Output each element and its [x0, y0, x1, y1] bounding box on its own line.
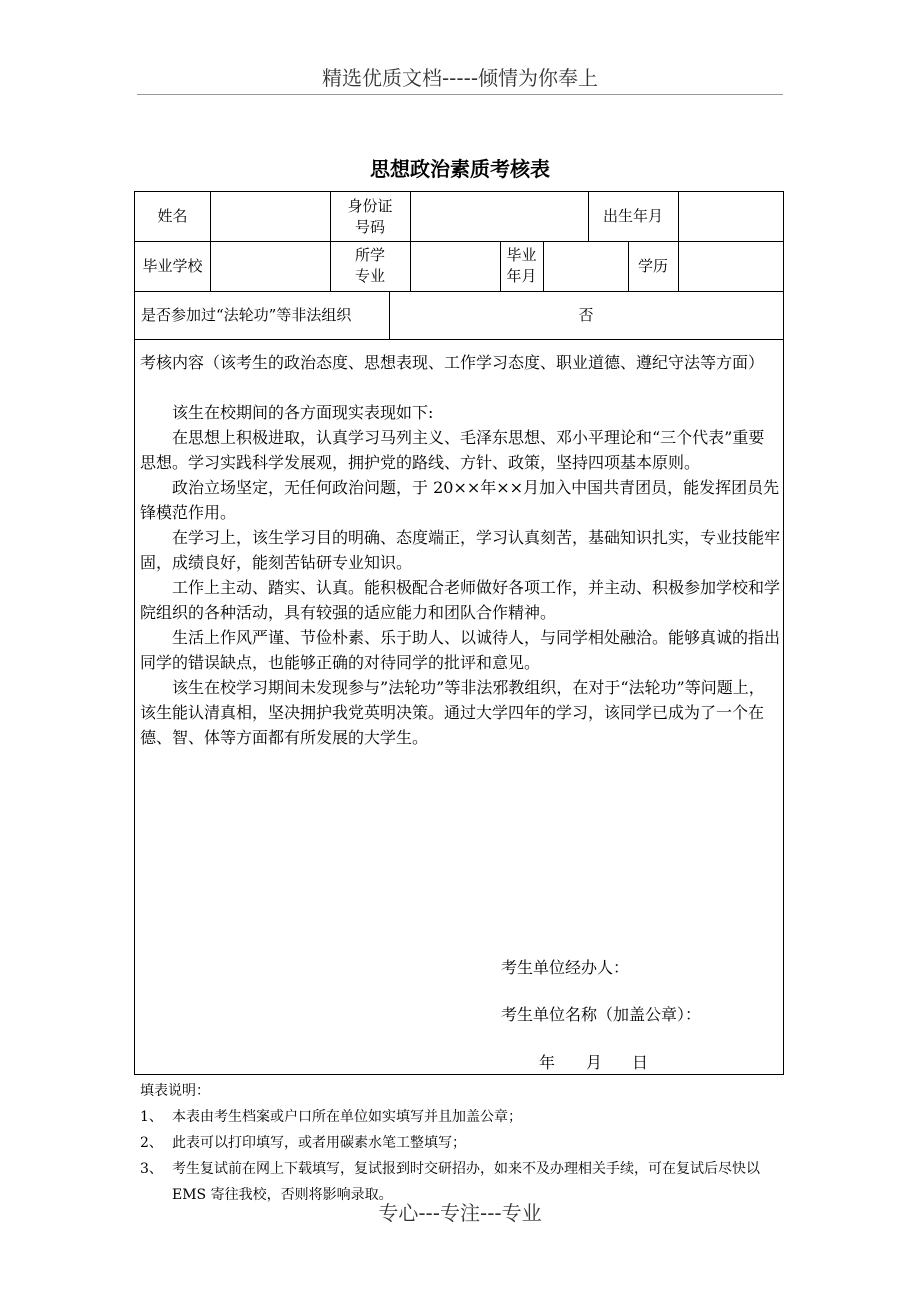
handler-signature-label: 考生单位经办人： — [501, 958, 630, 977]
birth-date-field[interactable] — [678, 192, 783, 241]
row-divider — [135, 339, 783, 340]
content-paragraph: 生活上作风严谨、节俭朴素、乐于助人、以诚待人，与同学相处融洽。能够真诚的指出同学的错误缺点，也能够正确的对待同学的批评和意见。 — [140, 628, 781, 672]
instructions-heading: 填表说明： — [140, 1083, 210, 1099]
header-rule — [137, 94, 783, 95]
unit-seal-label: 考生单位名称（加盖公章）： — [501, 1005, 702, 1024]
content-lead: 该生在校期间的各方面现实表现如下: — [172, 403, 434, 422]
sign-year: 年 — [539, 1053, 556, 1072]
content-paragraph: 该生在校学习期间未发现参与”法轮功”等非法邪教组织，在对于“法轮功”等问题上，该生能认清真相，坚决拥护我党英明决策。通过大学四年的学习，该同学已成为了一个在德、智、体等方面都有所发展的大学生。 — [140, 678, 765, 747]
instruction-text: 此表可以打印填写，或者用碳素水笔工整填写； — [172, 1135, 466, 1151]
illegal-org-answer[interactable]: 否 — [578, 305, 594, 324]
id-number-label-line2: 号码 — [354, 217, 385, 236]
id-number-label-line1: 身份证 — [347, 196, 393, 215]
instruction-number: 3、 — [140, 1161, 163, 1177]
content-paragraph: 在学习上，该生学习目的明确、态度端正，学习认真刻苦，基础知识扎实，专业技能牢固，成绩良好，能刻苦钻研专业知识。 — [140, 528, 781, 572]
major-label-line1: 所学 — [354, 246, 385, 264]
major-field[interactable] — [410, 241, 500, 291]
major-label-line2: 专业 — [354, 267, 385, 285]
instruction-item — [140, 1130, 790, 1156]
graduation-date-label-line1: 毕业 — [506, 246, 537, 264]
graduation-date-label — [500, 241, 543, 291]
graduation-date-label-line2: 年月 — [506, 267, 537, 285]
page-header: 精选优质文档-----倾情为你奉上 — [321, 66, 599, 90]
assessment-content — [140, 350, 780, 750]
major-label — [330, 241, 410, 291]
school-label: 毕业学校 — [142, 256, 203, 275]
illegal-org-question: 是否参加过“法轮功”等非法组织 — [141, 305, 352, 324]
instruction-number: 1、 — [140, 1109, 163, 1125]
filling-instructions — [140, 1078, 790, 1208]
instruction-item — [140, 1104, 790, 1130]
content-paragraph: 工作上主动、踏实、认真。能积极配合老师做好各项工作，并主动、积极参加学校和学院组织的各种活动，具有较强的适应能力和团队合作精神。 — [140, 578, 781, 622]
graduation-date-field[interactable] — [543, 241, 628, 291]
assessment-form — [134, 191, 784, 1075]
content-paragraph: 政治立场坚定，无任何政治问题，于 20××年××月加入中国共青团员，能发挥团员先锋模范作用。 — [140, 478, 780, 522]
name-field[interactable] — [210, 192, 330, 241]
id-number-field[interactable] — [410, 192, 588, 241]
education-label: 学历 — [637, 256, 668, 275]
school-field[interactable] — [210, 241, 330, 291]
page-footer: 专心---专注---专业 — [378, 1201, 542, 1225]
name-label: 姓名 — [157, 207, 188, 225]
instruction-number: 2、 — [140, 1135, 163, 1151]
form-title: 思想政治素质考核表 — [370, 157, 550, 181]
birth-date-label: 出生年月 — [602, 207, 663, 225]
sign-day: 日 — [632, 1053, 649, 1072]
instruction-text: 考生复试前在网上下载填写，复试报到时交研招办，如来不及办理相关手续，可在复试后尽快以 EMS 寄往我校，否则将影响录取。 — [172, 1161, 760, 1203]
sign-month: 月 — [586, 1053, 603, 1072]
content-intro: 考核内容（该考生的政治态度、思想表现、工作学习态度、职业道德、遵纪守法等方面） — [140, 353, 765, 372]
education-field[interactable] — [678, 241, 783, 291]
content-paragraph: 在思想上积极进取，认真学习马列主义、毛泽东思想、邓小平理论和“三个代表”重要思想。学习实践科学发展观，拥护党的路线、方针、政策，坚持四项基本原则。 — [140, 428, 765, 472]
id-number-label — [330, 192, 410, 241]
instruction-text: 本表由考生档案或户口所在单位如实填写并且加盖公章； — [172, 1109, 522, 1125]
